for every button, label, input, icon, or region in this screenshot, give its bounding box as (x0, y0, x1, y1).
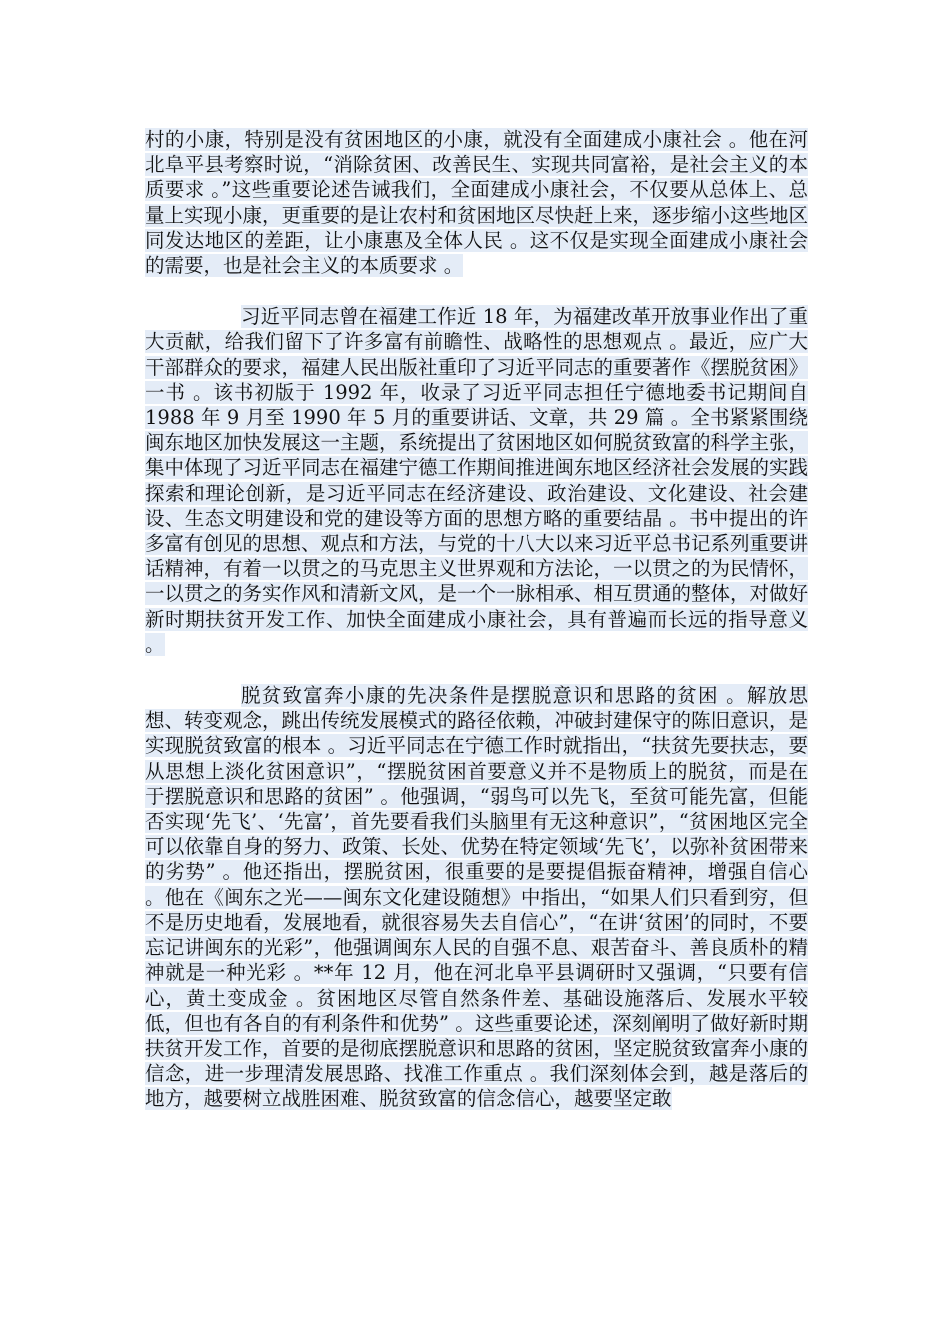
paragraph-2 (145, 304, 808, 657)
document-page (145, 127, 808, 1112)
paragraph-gap (145, 278, 808, 304)
paragraph-3 (145, 683, 808, 1111)
paragraph-1-text: 村的小康，特别是没有贫困地区的小康，就没有全面建成小康社会 。他在河北阜平县考察时说，“消除贫困、改善民生、实现共同富裕，是社会主义的本质要求 。”这些重要论述告诫我们，全面建成小康社会，不仅要从总体上、总量上实现小康，更重要的是让农村和贫困地区尽快赶上来，逐步缩小这些地区同发达地区的差距，让小康惠及全体人民 。这不仅是实现全面建成小康社会的需要，也是社会主义的本质要求 。 (145, 128, 809, 278)
paragraph-3-text: 脱贫致富奔小康的先决条件是摆脱意识和思路的贫困 。解放思想、转变观念，跳出传统发展模式的路径依赖，冲破封建保守的陈旧意识，是实现脱贫致富的根本 。习近平同志在宁德工作时就指出，“扶贫先要扶志，要从思想上淡化贫困意识”，“摆脱贫困首要意义并不是物质上的脱贫，而是在于摆脱意识和思路的贫困” 。他强调，“弱鸟可以先飞，至贫可能先富，但能否实现‘先飞’、‘先富’，首先要看我们头脑里有无这种意识”，“贫困地区完全可以依靠自身的努力、政策、长处、优势在特定领域‘先飞’，以弥补贫困带来的劣势” 。他还指出，摆脱贫困，很重要的是要提倡振奋精神，增强自信心 。他在《闽东之光——闽东文化建设随想》中指出，“如果人们只看到穷，但不是历史地看，发展地看，就很容易失去自信心”，“在讲‘贫困’的同时，不要忘记讲闽东的光彩”，他强调闽东人民的自强不息、艰苦奋斗、善良质朴的精神就是一种光彩 。**年 12 月，他在河北阜平县调研时又强调，“只要有信心，黄土变成金 。贫困地区尽管自然条件差、基础设施落后、发展水平较低，但也有各自的有利条件和优势” 。这些重要论述，深刻阐明了做好新时期扶贫开发工作，首要的是彻底摆脱意识和思路的贫困，坚定脱贫致富奔小康的信念，进一步理清发展思路、找准工作重点 。我们深刻体会到，越是落后的地方，越要树立战胜困难、脱贫致富的信念信心，越要坚定敢 (145, 684, 809, 1111)
paragraph-2-text: 习近平同志曾在福建工作近 18 年，为福建改革开放事业作出了重大贡献，给我们留下了许多富有前瞻性、战略性的思想观点 。最近，应广大干部群众的要求，福建人民出版社重印了习近平同志的重要著作《摆脱贫困》一书 。该书初版于 1992 年，收录了习近平同志担任宁德地委书记期间自 1988 年 9 月至 1990 年 5 月的重要讲话、文章，共 29 篇 。全书紧紧围绕闽东地区加快发展这一主题，系统提出了贫困地区如何脱贫致富的科学主张，集中体现了习近平同志在福建宁德工作期间推进闽东地区经济社会发展的实践探索和理论创新，是习近平同志在经济建设、政治建设、文化建设、社会建设、生态文明建设和党的建设等方面的思想方略的重要结晶 。书中提出的许多富有创见的思想、观点和方法，与党的十八大以来习近平总书记系列重要讲话精神，有着一以贯之的马克思主义世界观和方法论，一以贯之的为民情怀，一以贯之的务实作风和清新文风，是一个一脉相承、相互贯通的整体，对做好新时期扶贫开发工作、加快全面建成小康社会，具有普遍而长远的指导意义 。 (145, 305, 809, 656)
paragraph-1 (145, 127, 808, 278)
paragraph-gap (145, 657, 808, 683)
